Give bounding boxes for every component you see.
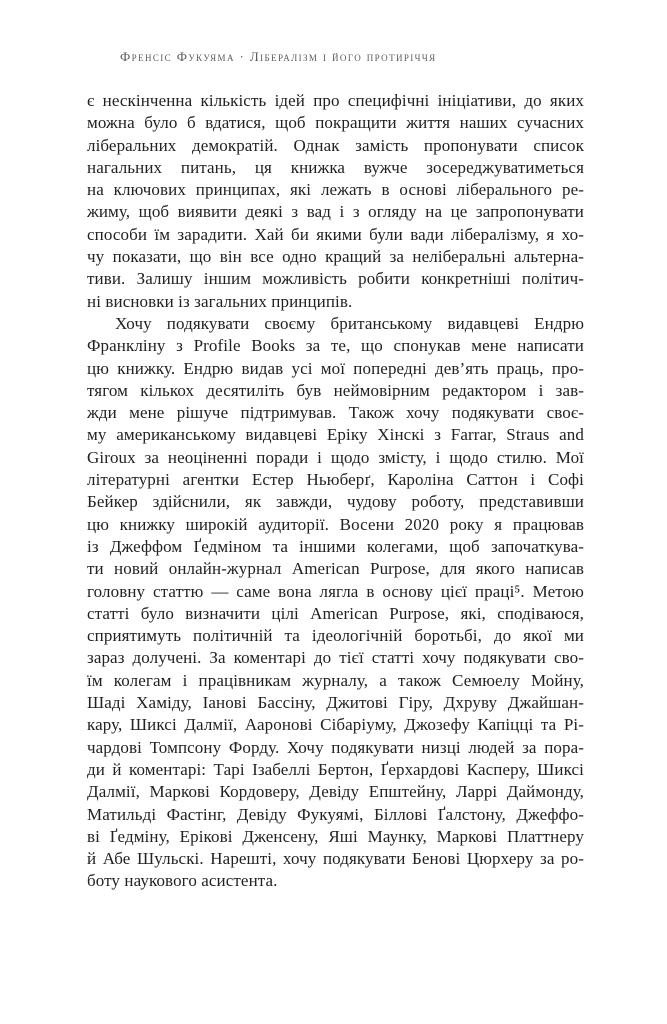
text-line: на ключових принципах, які лежать в основі ліберального ре- xyxy=(87,180,584,200)
text-line: ди й коментарі: Тарі Ізабеллі Бертон, Ґерхардові Касперу, Шиксі xyxy=(87,759,584,779)
text-line: Хочу подякувати своєму британському видавцеві Ендрю xyxy=(115,313,584,333)
text-line: їм колегам і працівникам журналу, а також Семюелу Мойну, xyxy=(87,670,584,690)
text-line: можна було б вдатися, щоб покращити життя наших сучасних xyxy=(87,113,584,133)
text-line: Шаді Хаміду, Іанові Бассіну, Джитові Гіру, Дхруву Джайшан- xyxy=(87,693,584,713)
paragraph xyxy=(87,90,584,313)
text-line: зараз долучені. За коментарі до тієї статті хочу подякувати сво- xyxy=(87,648,584,668)
text-line: чардові Томпсону Форду. Хочу подякувати низці людей за пора- xyxy=(87,737,584,757)
body-text xyxy=(87,90,584,893)
text-line: ні висновки із загальних принципів. xyxy=(87,291,353,311)
text-line: ти новий онлайн-журнал American Purpose, для якого написав xyxy=(87,559,584,579)
paragraph xyxy=(87,313,584,893)
text-line: із Джеффом Ґедміном та іншими колегами, щоб започаткува- xyxy=(87,536,584,556)
text-line: Матильді Фастінг, Девіду Фукуямі, Біллові Ґалстону, Джеффо- xyxy=(87,804,584,824)
text-line: му американському видавцеві Еріку Хінскі з Farrar, Straus and xyxy=(87,425,584,445)
text-line: Франкліну з Profile Books за те, що спонукав мене написати xyxy=(87,336,584,356)
text-line: тиви. Залишу іншим можливість робити конкретніші політич- xyxy=(87,269,584,289)
text-line: є нескінченна кількість ідей про специфічні ініціативи, до яких xyxy=(87,91,584,110)
text-line: головну статтю — саме вона лягла в основу цієї праці⁵. Метою xyxy=(87,581,584,601)
text-line: способи їм зарадити. Хай би якими були вади лібералізму, я хо- xyxy=(87,224,584,244)
text-line: боту наукового асистента. xyxy=(87,871,278,891)
text-line: нагальних питань, ця книжка вужче зосереджуватиметься xyxy=(87,157,584,177)
text-line: ві Ґедміну, Ерікові Дженсену, Яші Маунку, Маркові Платтнеру xyxy=(87,826,584,846)
text-line: сприятимуть політичній та ідеологічній боротьбі, до якої ми xyxy=(87,626,584,646)
text-line: літературні агентки Естер Ньюберґ, Кароліна Саттон і Софі xyxy=(87,470,584,490)
text-line: цю книжку широкій аудиторії. Восени 2020 року я працював xyxy=(87,514,584,534)
text-line: кару, Шиксі Далмії, Ааронові Сібаріуму, Джозефу Капіцці та Рі- xyxy=(87,715,584,735)
text-line: жиму, щоб виявити деякі з вад і з огляду на це запропонувати xyxy=(87,202,584,222)
text-line: Giroux за неоціненні поради і щодо змісту, і щодо стилю. Мої xyxy=(87,447,584,467)
text-line: жди мене рішуче підтримував. Також хочу подякувати своє- xyxy=(87,403,584,423)
text-line: тягом кількох десятиліть був неймовірним редактором і зав- xyxy=(87,380,584,400)
text-line: Далмії, Маркові Кордоверу, Девіду Епштейну, Ларрі Даймонду, xyxy=(87,782,584,802)
text-line: ліберальних демократій. Однак замість пропонувати список xyxy=(87,135,584,155)
running-header: Френсіс Фукуяма · Лібералізм і його протиріччя xyxy=(120,49,437,64)
text-line: статті було визначити цілі American Purpose, які, сподіваюся, xyxy=(87,603,584,623)
text-line: й Абе Шульскі. Нарешті, хочу подякувати Бенові Цюрхеру за ро- xyxy=(87,849,584,869)
text-line: цю книжку. Ендрю видав усі мої попередні дев’ять праць, про- xyxy=(87,358,584,378)
text-line: Бейкер здійснили, як завжди, чудову роботу, представивши xyxy=(87,492,584,512)
text-line: чу показати, що він все одно кращий за неліберальні альтерна- xyxy=(87,247,584,267)
